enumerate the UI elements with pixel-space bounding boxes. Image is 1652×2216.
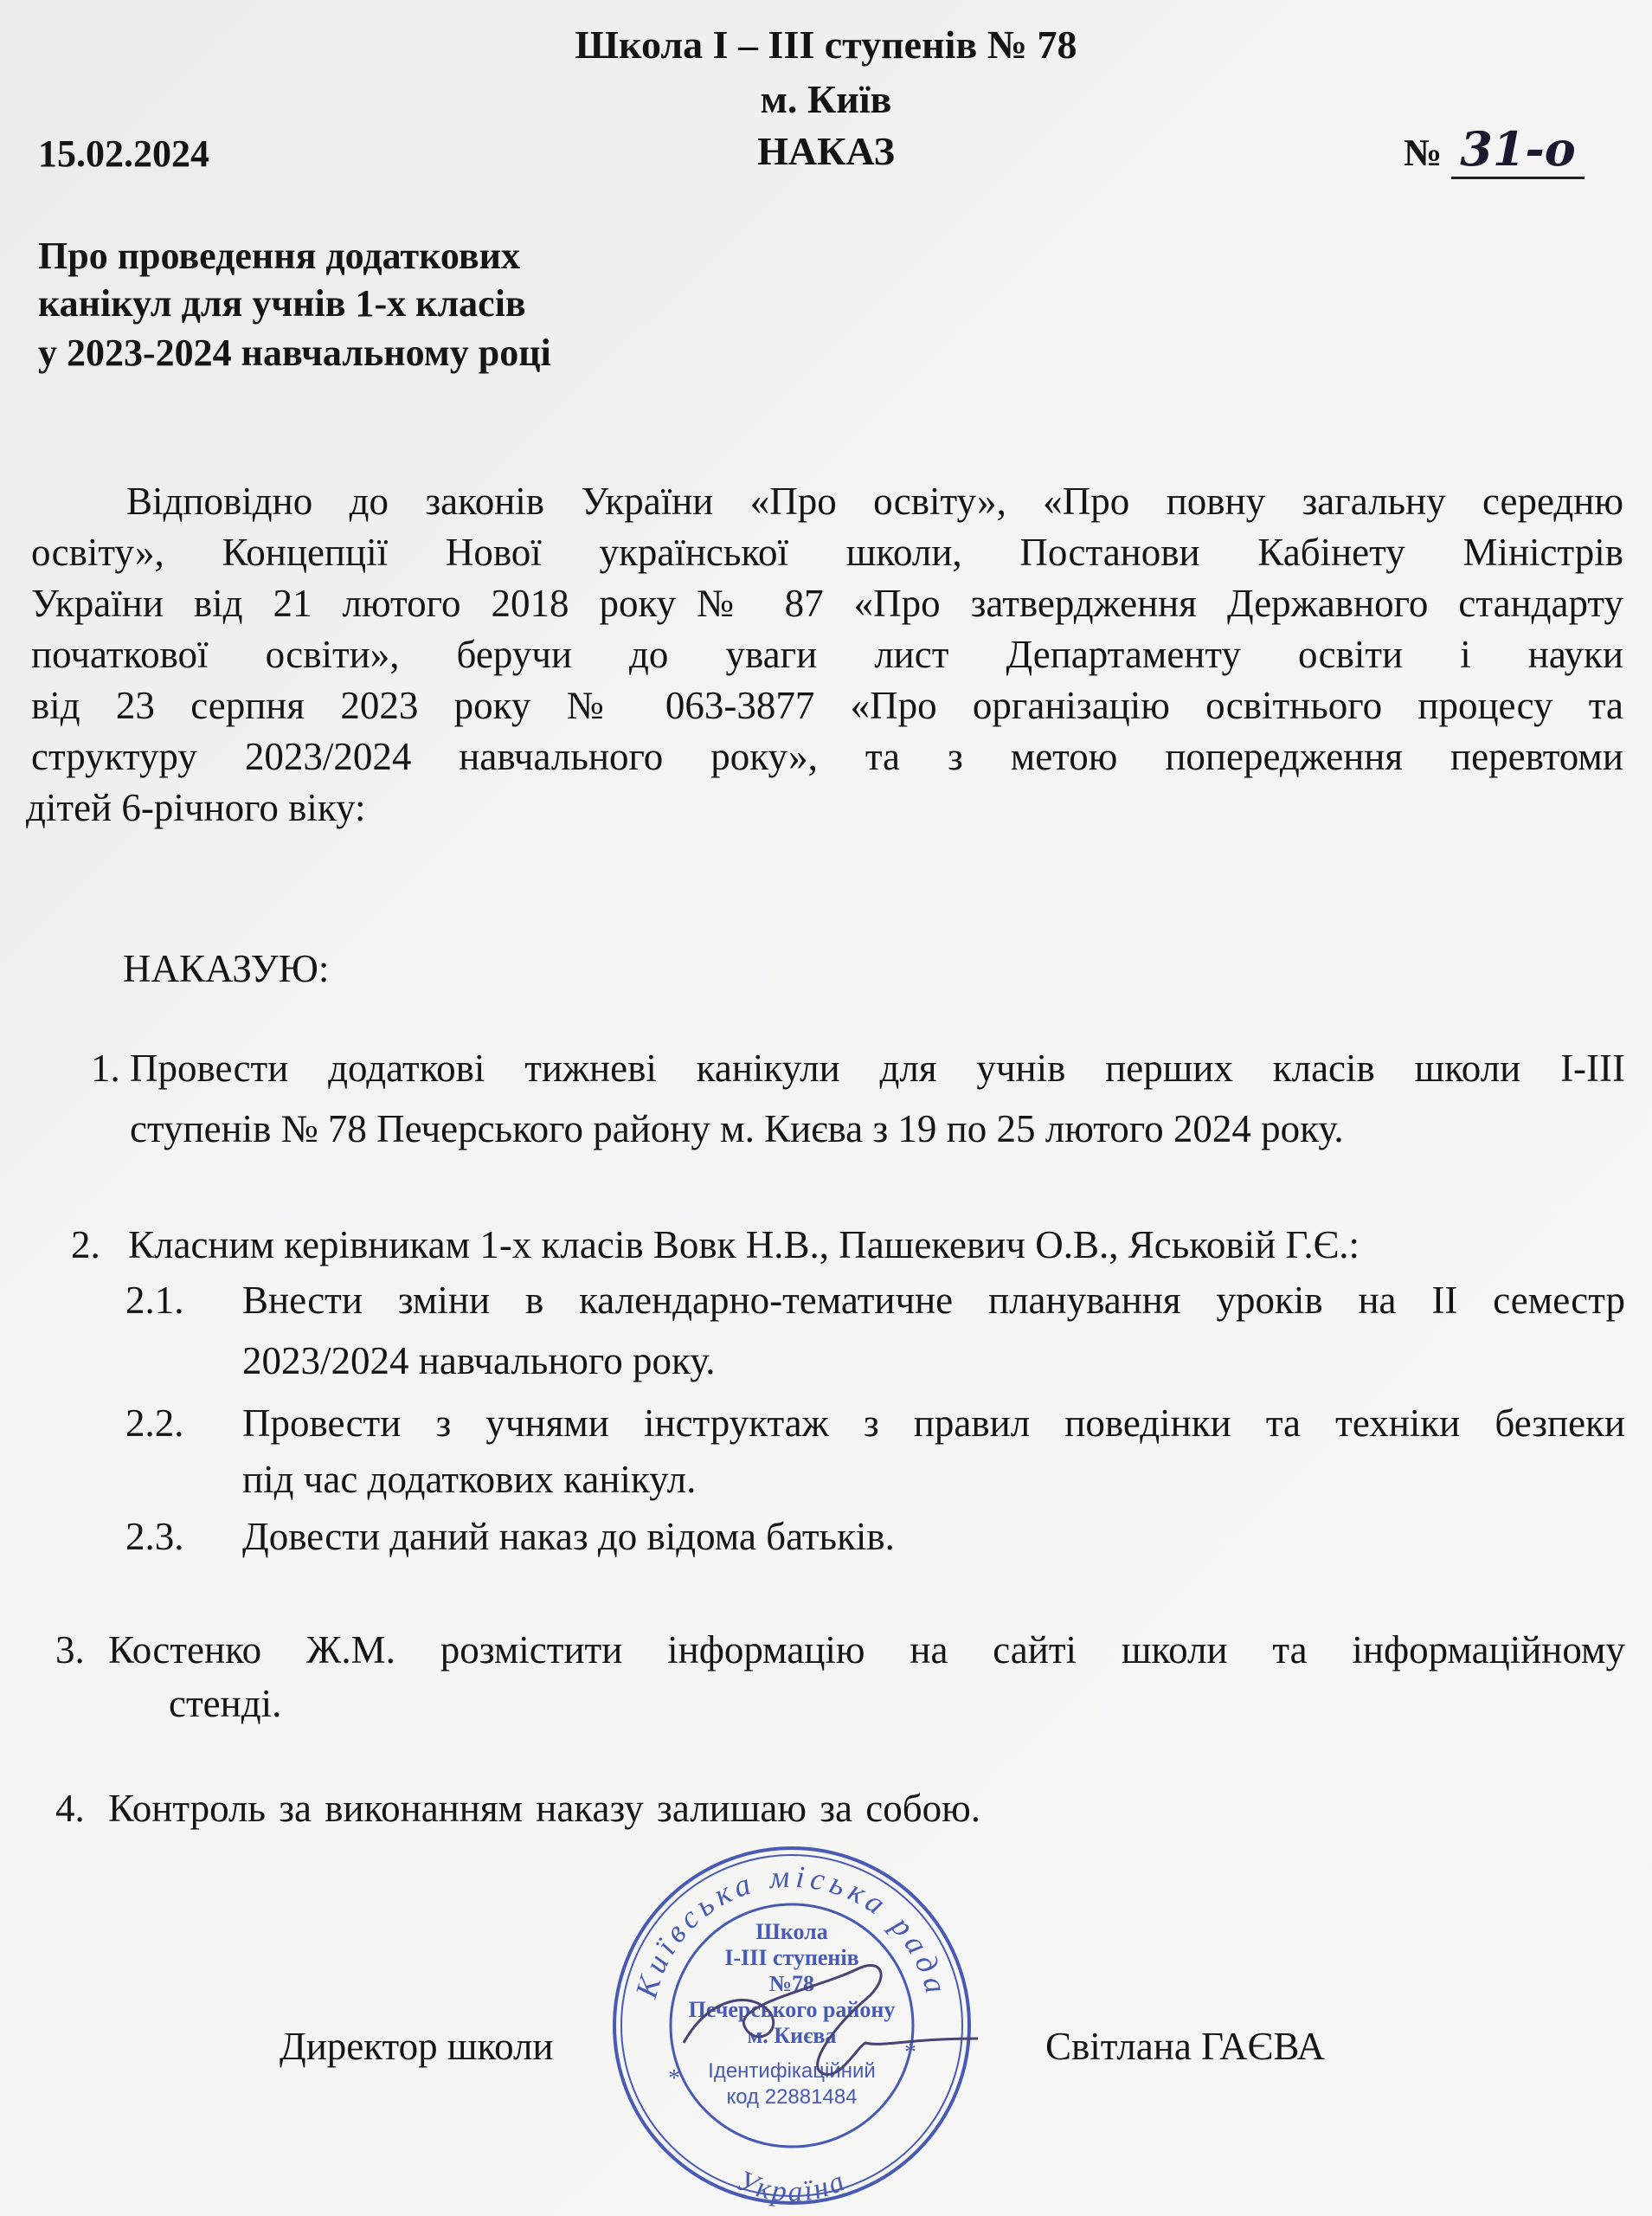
preamble-line: від 23 серпня 2023 року № 063-3877 «Про організацію освітнього процесу та: [31, 684, 1623, 727]
city: м. Київ: [760, 77, 892, 121]
item-text: Костенко Ж.М. розмістити інформацію на сайті школи та інформаційному: [108, 1628, 1625, 1672]
preamble-line: освіту», Концепції Нової української школи, Постанови Кабінету Міністрів: [31, 531, 1623, 574]
svg-text:Україна: Україна: [732, 2164, 852, 2209]
signature-name: Світлана ГАЄВА: [1045, 2025, 1326, 2068]
svg-text:м. Києва: м. Києва: [747, 2023, 837, 2048]
subject-line: канікул для учнів 1-х класів: [38, 282, 526, 325]
svg-text:Печерського району: Печерського району: [688, 1997, 896, 2022]
svg-text:Київська міська рада: Київська міська рада: [628, 1858, 955, 2002]
signature-position: Директор школи: [280, 2025, 554, 2068]
subitem-text: Внести зміни в календарно-тематичне планування уроків на ІІ семестр: [242, 1279, 1625, 1322]
svg-text:І-ІІІ ступенів: І-ІІІ ступенів: [724, 1945, 859, 1970]
svg-text:№78: №78: [768, 1971, 815, 1996]
item-text: Провести додаткові тижневі канікули для учнів перших класів школи І-ІІІ: [130, 1047, 1625, 1090]
subitem-text: Довести даний наказ до відома батьків.: [242, 1515, 895, 1558]
item-number: 2.: [71, 1223, 100, 1266]
subitem-number: 2.3.: [125, 1515, 184, 1558]
order-word: НАКАЗУЮ:: [123, 947, 330, 990]
subitem-text: під час додаткових канікул.: [242, 1458, 697, 1501]
order-number: [1404, 121, 1585, 177]
item-number: 4.: [55, 1787, 85, 1830]
number-label: №: [1404, 132, 1443, 174]
item-text: Класним керівникам 1-х класів Вовк Н.В., Пашекевич О.В., Яськовій Г.Є.:: [128, 1223, 1360, 1266]
subitem-number: 2.2.: [125, 1401, 184, 1445]
svg-text:Ідентифікаційний: Ідентифікаційний: [708, 2059, 876, 2083]
preamble-line: України від 21 лютого 2018 року№ 87 «Про затвердження Державного стандарту: [31, 582, 1623, 625]
preamble-line: початкової освіти», беручи до уваги лист Департаменту освіти і науки: [31, 633, 1623, 676]
item-number: 3.: [55, 1628, 85, 1672]
item-number: 1.: [91, 1047, 120, 1090]
preamble-line: Відповідно до законів України «Про освіту», «Про повну загальну середню: [126, 480, 1623, 523]
subitem-text: Провести з учнями інструктаж з правил поведінки та техніки безпеки: [242, 1401, 1625, 1445]
preamble-line: структуру 2023/2024 навчального року», та з метою попередження перевтоми: [31, 735, 1623, 778]
svg-text:*: *: [904, 2039, 916, 2066]
order-date: 15.02.2024: [38, 132, 209, 175]
official-stamp: [606, 1839, 978, 2212]
item-text: стенді.: [169, 1682, 282, 1725]
svg-text:*: *: [668, 2065, 680, 2092]
subitem-number: 2.1.: [125, 1279, 184, 1322]
svg-text:код 22881484: код 22881484: [726, 2085, 858, 2109]
item-text: Контроль за виконанням наказу залишаю за собою.: [108, 1787, 980, 1830]
subject-line: Про проведення додаткових: [38, 235, 520, 277]
handwritten-number: 31-о: [1451, 121, 1585, 179]
subitem-text: 2023/2024 навчального року.: [242, 1339, 716, 1382]
subject-line: у 2023-2024 навчальному році: [38, 332, 551, 374]
item-text: ступенів № 78 Печерського району м. Києва з 19 по 25 лютого 2024 року.: [130, 1107, 1344, 1150]
svg-text:Школа: Школа: [755, 1919, 828, 1944]
school-name: Школа I – III ступенів № 78: [575, 23, 1077, 67]
doc-type: НАКАЗ: [757, 129, 895, 173]
preamble-line: дітей 6-річного віку:: [26, 786, 366, 829]
